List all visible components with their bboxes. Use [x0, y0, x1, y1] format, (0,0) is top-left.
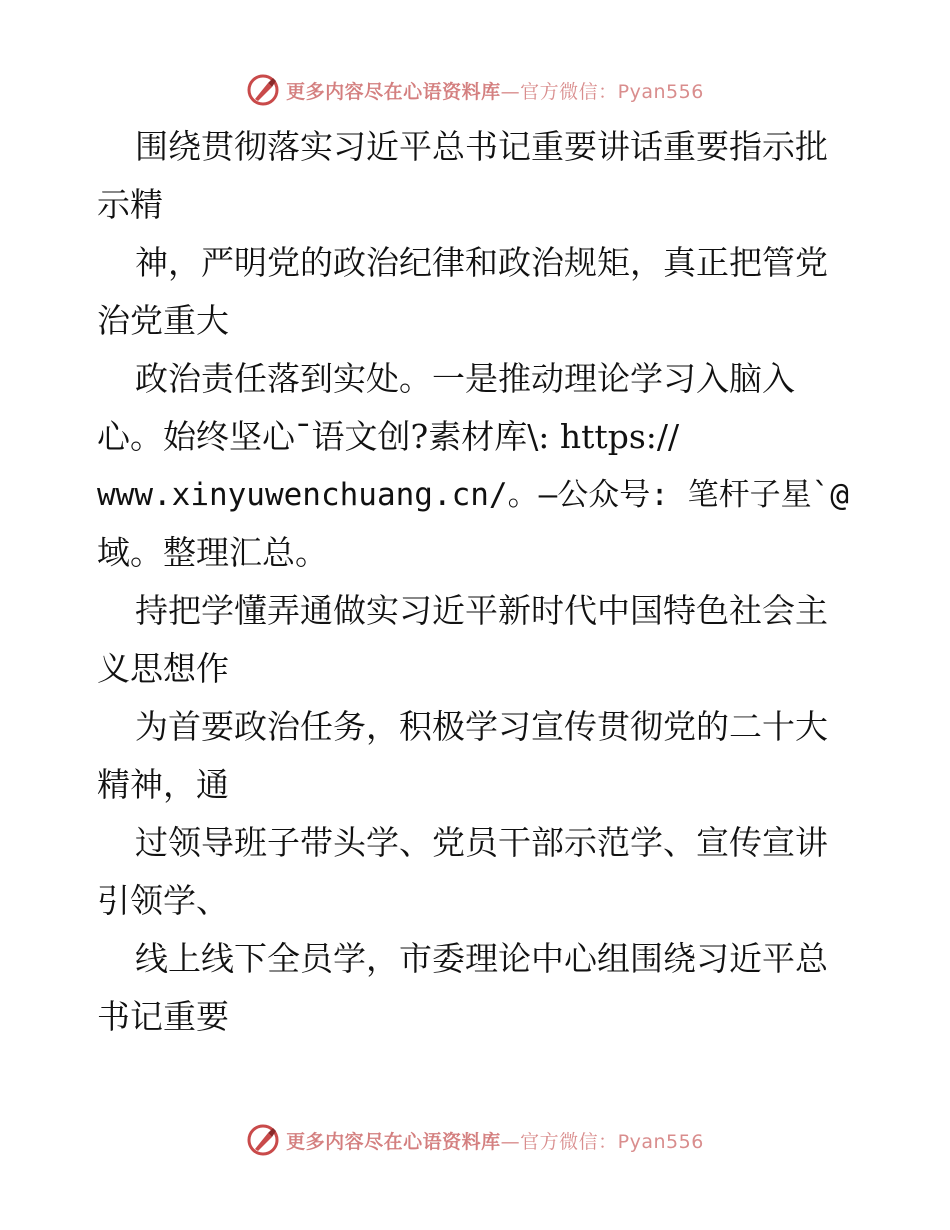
pen-nib-logo-icon — [246, 1123, 280, 1157]
header-banner-tail: —官方微信：Pyan556 — [500, 80, 704, 103]
text-line: 线上线下全员学，市委理论中心组围绕习近平总 — [135, 939, 828, 978]
pen-nib-logo-icon — [246, 73, 280, 107]
text-line: 政治责任落到实处。一是推动理论学习入脑入 — [135, 359, 795, 398]
text-line: 过领导班子带头学、党员干部示范学、宣传宣讲 — [135, 823, 828, 862]
header-banner-lead: 更多内容尽在心语资料库 — [286, 80, 501, 103]
text-line: 围绕贯彻落实习近平总书记重要讲话重要指示批 — [135, 127, 828, 166]
text-line: 神，严明党的政治纪律和政治规矩，真正把管党 — [135, 243, 828, 282]
text-line: 持把学懂弄通做实习近平新时代中国特色社会主 — [135, 591, 828, 630]
text-line-url: www.xinyuwenchuang.cn/。—公众号: 笔杆子星`@ — [97, 477, 849, 513]
footer-banner-lead: 更多内容尽在心语资料库 — [286, 1130, 501, 1153]
text-line: 心。始终坚心¯语文创?素材库\: https:// — [97, 417, 680, 456]
document-body — [97, 118, 867, 1046]
header-banner-text — [286, 77, 704, 104]
text-line: 治党重大 — [97, 301, 229, 340]
text-line: 义思想作 — [97, 649, 229, 688]
text-line: 为首要政治任务，积极学习宣传贯彻党的二十大 — [135, 707, 828, 746]
header-banner — [0, 70, 950, 110]
footer-banner-text — [286, 1127, 704, 1154]
text-line: 域。整理汇总。 — [97, 533, 328, 572]
footer-banner-tail: —官方微信：Pyan556 — [500, 1130, 704, 1153]
text-line: 精神，通 — [97, 765, 229, 804]
text-line: 示精 — [97, 185, 163, 224]
text-line: 书记重要 — [97, 997, 229, 1036]
footer-banner — [0, 1120, 950, 1160]
text-line: 引领学、 — [97, 881, 229, 920]
